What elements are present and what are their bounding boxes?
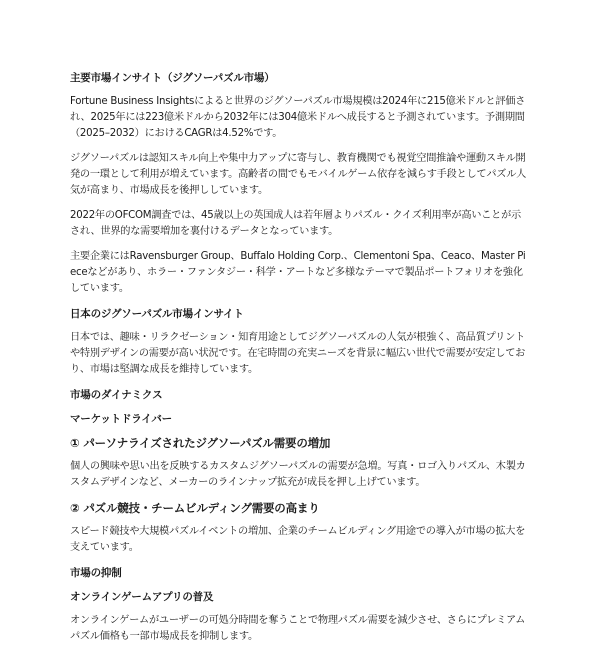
- paragraph-ofcom-survey: 2022年のOFCOM調査では、45歳以上の英国成人は若年層よりパズル・クイズ利用率が高いことが示され、世界的な需要増加を裏付けるデータとなっています。: [70, 210, 521, 237]
- heading-driver-2: [70, 500, 530, 516]
- heading-key-insights: 主要市場インサイト（ジグソーパズル市場）: [70, 72, 275, 84]
- paragraph-restraint-1: オンラインゲームがユーザーの可処分時間を奪うことで物理パズル需要を減少させ、さらにプレミアムパズル価格も一部市場成長を抑制します。: [70, 615, 526, 642]
- paragraph-driver-1: 個人の興味や思い出を反映するカスタムジグソーパズルの需要が急増。写真・ロゴ入りパズル、木製カスタムデザインなど、メーカーのラインナップ拡充が成長を押し上げています。: [70, 461, 526, 488]
- paragraph-cognitive-benefits: ジグソーパズルは認知スキル向上や集中力アップに寄与し、教育機関でも視覚空間推論や運動スキル開発の一環として利用が増えています。高齢者の間でもモバイルゲーム依存を減らす手段としてパズル人気が高まり、市場成長を後押ししています。: [70, 153, 527, 196]
- heading-market-drivers: マーケットドライバー: [70, 413, 172, 425]
- paragraph-driver-2: スピード競技や大規模パズルイベントの増加、企業のチームビルディング用途での導入が市場の拡大を支えています。: [70, 526, 526, 553]
- heading-market-restraints: 市場の抑制: [70, 567, 122, 579]
- circled-number-2: ②: [70, 501, 80, 515]
- circled-number-1: ①: [70, 436, 80, 450]
- paragraph-japan-market: 日本では、趣味・リラクゼーション・知育用途としてジグソーパズルの人気が根強く、高品質プリントや特別デザインの需要が高い状況です。在宅時間の充実ニーズを背景に幅広い世代で需要が安定しており、市場は堅調な成長を維持しています。: [70, 332, 526, 375]
- heading-driver-2-text: パズル競技・チームビルディング需要の高まり: [83, 501, 320, 515]
- heading-restraint-1: オンラインゲームアプリの普及: [70, 591, 214, 603]
- heading-japan-insights: 日本のジグソーパズル市場インサイト: [70, 308, 244, 320]
- paragraph-market-size: Fortune Business Insightsによると世界のジグソーパズル市場規模は2024年に215億米ドルと評価され、2025年には223億米ドルから2032年には304億米ドルへ成長すると予測されています。予測期間（2025–2032）におけるCAGRは4.52%です。: [70, 96, 526, 139]
- heading-driver-1: [70, 435, 530, 451]
- paragraph-key-players: 主要企業にはRavensburger Group、Buffalo Holding Corp.、Clementoni Spa、Ceaco、Master Pieceなどがあり、ホラー・ファンタジー・科学・アートなど多様なテーマで製品ポートフォリオを強化しています。: [70, 251, 526, 294]
- heading-market-dynamics: 市場のダイナミクス: [70, 389, 163, 401]
- heading-driver-1-text: パーソナライズされたジグソーパズル需要の増加: [83, 436, 331, 450]
